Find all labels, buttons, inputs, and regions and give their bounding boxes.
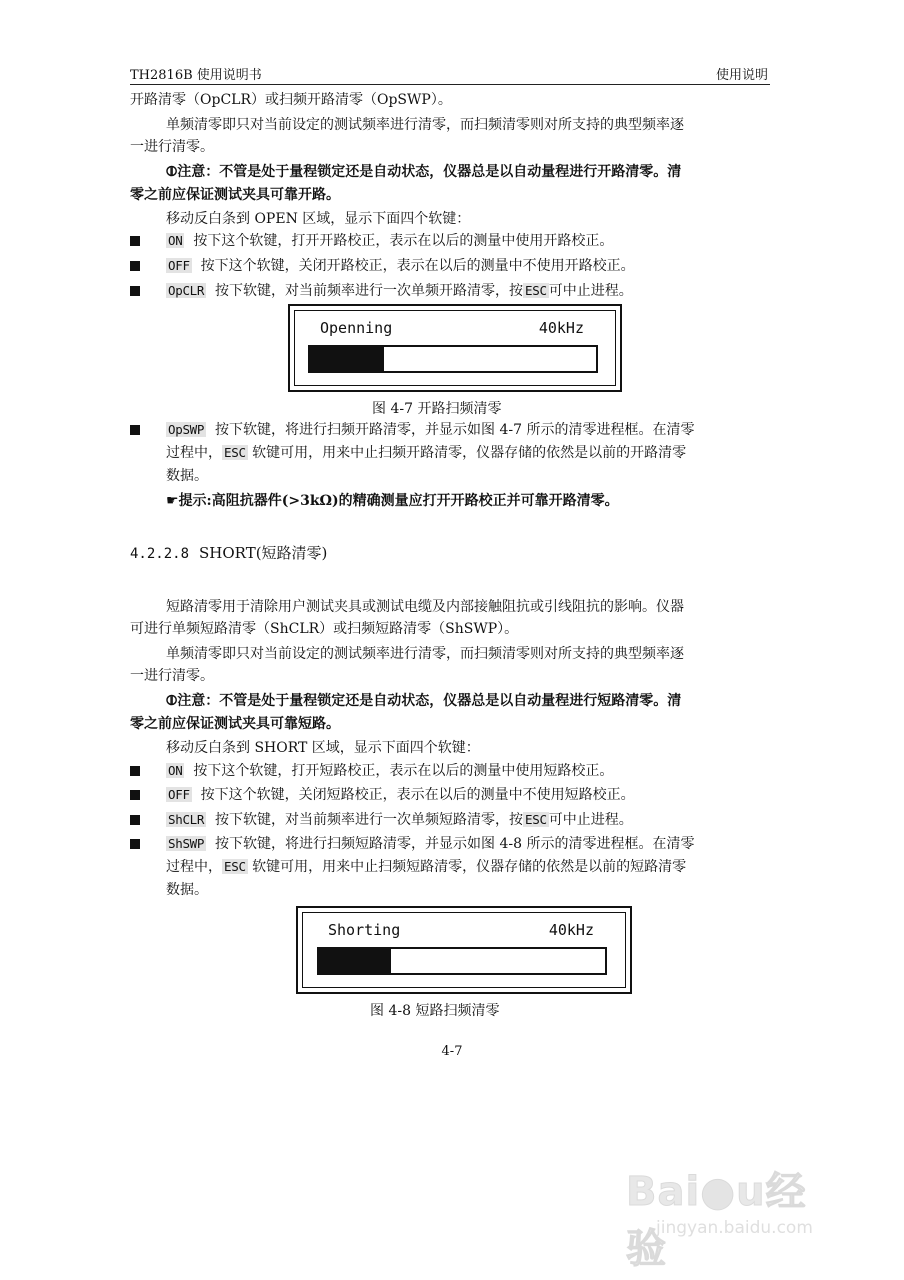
short-swp-item: ShSWP 按下软键，将进行扫频短路清零，并显示如图 4-8 所示的清零进程框。在清零 [168,836,695,852]
softkey-shclr[interactable]: ShCLR [168,812,205,827]
open-on-item: ON 按下这个软键，打开开路校正，表示在以后的测量中使用开路校正。 [168,233,614,249]
header-rule [130,84,770,85]
open-note-a: ⦷注意：不管是处于量程锁定还是自动状态，仪器总是以自动量程进行开路清零。清 [166,164,682,180]
short-paragraph-0b: 可进行单频短路清零（ShCLR）或扫频短路清零（ShSWP）。 [130,621,519,637]
section-heading: 4.2.2.8 SHORT(短路清零) [130,544,328,562]
softkey-esc[interactable]: ESC [224,445,246,460]
figure-caption: 图 4-8 短路扫频清零 [370,1003,500,1019]
bullet-icon [130,425,140,435]
watermark-logo [616,1150,846,1272]
bullet-icon [130,839,140,849]
open-off-item: OFF 按下这个软键，关闭开路校正，表示在以后的测量中不使用开路校正。 [168,258,635,274]
bullet-icon [130,286,140,296]
softkey-esc[interactable]: ESC [525,812,547,827]
softkey-off[interactable]: OFF [168,258,190,273]
short-note-a: ⦷注意：不管是处于量程锁定还是自动状态，仪器总是以自动量程进行短路清零。清 [166,693,682,709]
progress-bar [308,345,598,373]
short-paragraph-1b: 一进行清零。 [130,668,214,684]
bullet-icon [130,790,140,800]
softkey-shswp[interactable]: ShSWP [168,836,205,851]
progress-frequency: 40kHz [538,319,584,337]
open-clr-item: OpCLR 按下软键，对当前频率进行一次单频开路清零，按 ESC 可中止进程。 [168,283,633,299]
bullet-icon [130,236,140,246]
pointing-hand-icon: ☛ [166,493,179,509]
softkey-on[interactable]: ON [168,233,183,248]
open-note-b: 零之前应保证测试夹具可靠开路。 [130,187,340,203]
figure-caption: 图 4-7 开路扫频清零 [372,401,502,417]
short-note-b: 零之前应保证测试夹具可靠短路。 [130,716,340,732]
open-swp-line-2: 过程中， ESC 软键可用，用来中止扫频开路清零，仪器存储的依然是以前的开路清零 [166,445,687,461]
bullet-icon [130,766,140,776]
open-continuation: 开路清零（OpCLR）或扫频开路清零（OpSWP）。 [130,92,452,108]
short-clr-item: ShCLR 按下软键，对当前频率进行一次单频短路清零，按 ESC 可中止进程。 [168,812,633,828]
progress-label: Openning [320,319,393,337]
page-number: 4-7 [441,1044,463,1059]
header-section: 使用说明 [715,68,768,83]
softkey-esc[interactable]: ESC [525,283,547,298]
progress-frequency: 40kHz [548,921,594,939]
softkey-esc[interactable]: ESC [224,859,246,874]
short-on-item: ON 按下这个软键，打开短路校正，表示在以后的测量中使用短路校正。 [168,763,614,779]
softkey-opswp[interactable]: OpSWP [168,422,205,437]
progress-fill [319,949,391,973]
progress-bar [317,947,607,975]
softkey-off[interactable]: OFF [168,787,190,802]
header-title: TH2816B 使用说明书 [130,68,262,83]
warning-icon: ⦷ [166,693,178,709]
watermark-url: jingyan.baidu.com [656,1218,813,1238]
open-swp-item: OpSWP 按下软键，将进行扫频开路清零，并显示如图 4-7 所示的清零进程框。在清零 [168,422,695,438]
open-tip: ☛提示:高阻抗器件(>3kΩ)的精确测量应打开开路校正并可靠开路清零。 [166,493,619,509]
open-paragraph-1a: 单频清零即只对当前设定的测试频率进行清零，而扫频清零则对所支持的典型频率逐 [166,117,684,133]
progress-fill [310,347,384,371]
open-paragraph-1b: 一进行清零。 [130,139,214,155]
bullet-icon [130,815,140,825]
short-paragraph-0a: 短路清零用于清除用户测试夹具或测试电缆及内部接触阻抗或引线阻抗的影响。仪器 [166,599,684,615]
watermark-brand: Bai●u经验 [626,1169,807,1272]
short-progress-dialog [296,906,632,994]
short-swp-line-2: 过程中， ESC 软键可用，用来中止扫频短路清零，仪器存储的依然是以前的短路清零 [166,859,687,875]
open-progress-dialog [288,304,622,392]
short-swp-line-3: 数据。 [166,882,208,898]
short-off-item: OFF 按下这个软键，关闭短路校正，表示在以后的测量中不使用短路校正。 [168,787,635,803]
softkey-opclr[interactable]: OpCLR [168,283,205,298]
short-paragraph-1a: 单频清零即只对当前设定的测试频率进行清零，而扫频清零则对所支持的典型频率逐 [166,646,684,662]
warning-icon: ⦷ [166,164,178,180]
short-move-text: 移动反白条到 SHORT 区域，显示下面四个软键： [166,740,480,756]
open-move-text: 移动反白条到 OPEN 区域，显示下面四个软键： [166,211,471,227]
bullet-icon [130,261,140,271]
softkey-on[interactable]: ON [168,763,183,778]
progress-label: Shorting [328,921,401,939]
open-swp-line-3: 数据。 [166,468,208,484]
